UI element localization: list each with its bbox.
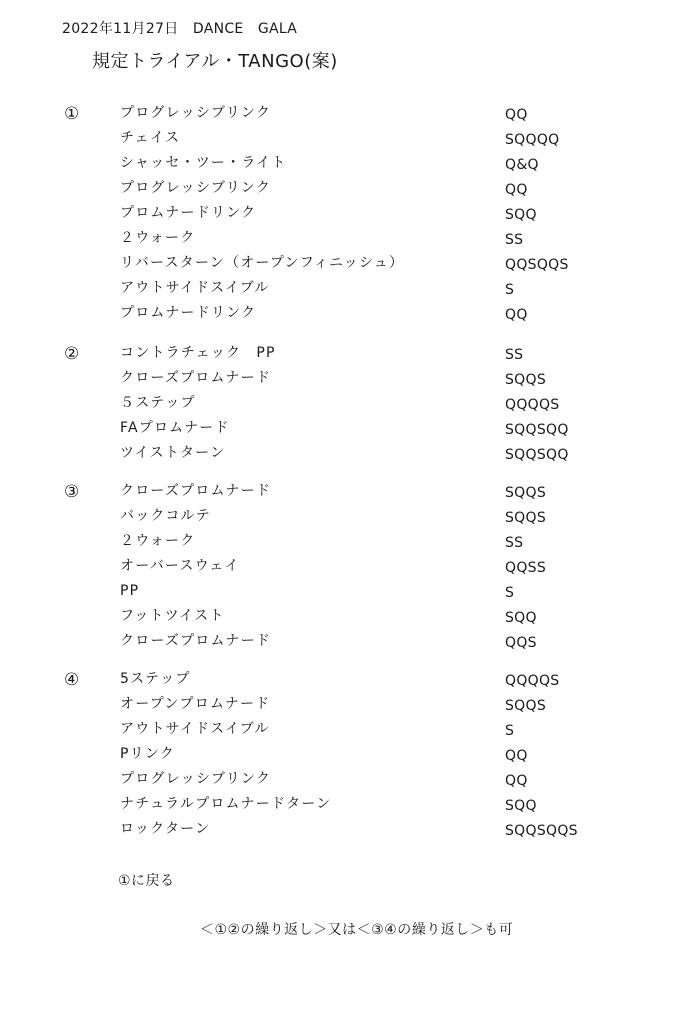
step-rhythm: QQQQS [505, 397, 560, 413]
step-name: オープンプロムナード [120, 696, 271, 712]
step-name: ツイストターン [120, 445, 226, 461]
step-name: アウトサイドスイブル [120, 721, 270, 737]
step-rhythm: SQQSQQ [505, 447, 569, 463]
step-name: 5ステップ [120, 671, 191, 687]
document-title: 規定トライアル・TANGO(案) [92, 51, 338, 72]
step-name: プログレッシブリンク [120, 771, 272, 787]
step-rhythm: SS [505, 232, 524, 248]
step-rhythm: QQ [505, 307, 528, 323]
step-name: コントラチェック PP [120, 345, 276, 361]
step-row [0, 103, 683, 128]
step-row [0, 203, 683, 228]
step-name: バックコルテ [120, 508, 211, 524]
step-row [0, 418, 683, 443]
step-rhythm: QQSQQS [505, 257, 569, 273]
step-name: プロムナードリンク [120, 205, 257, 221]
step-row [0, 128, 683, 153]
step-row [0, 253, 683, 278]
step-rhythm: SQQS [505, 698, 547, 714]
step-rhythm: SQQSQQS [505, 823, 578, 839]
step-rhythm: SQQS [505, 372, 547, 388]
step-rhythm: QQ [505, 748, 528, 764]
step-name: クローズプロムナード [120, 483, 272, 499]
step-row [0, 481, 683, 506]
step-name: ２ウォーク [120, 230, 196, 246]
step-name: クローズプロムナード [120, 370, 272, 386]
step-name: アウトサイドスイブル [120, 280, 270, 296]
step-rhythm: S [505, 585, 515, 601]
step-row [0, 443, 683, 468]
step-name: チェイス [120, 130, 181, 146]
step-name: プロムナードリンク [120, 305, 257, 321]
step-row [0, 744, 683, 769]
step-name: リバースターン（オープンフィニッシュ） [120, 255, 405, 271]
step-row [0, 581, 683, 606]
step-row [0, 694, 683, 719]
section-marker: ③ [64, 482, 80, 502]
section-marker: ④ [64, 670, 80, 690]
step-row [0, 531, 683, 556]
step-rhythm: QQ [505, 773, 528, 789]
step-row [0, 631, 683, 656]
step-row [0, 506, 683, 531]
step-name: プログレッシブリンク [120, 105, 272, 121]
step-rhythm: SS [505, 347, 524, 363]
step-row [0, 794, 683, 819]
step-row [0, 228, 683, 253]
step-row [0, 606, 683, 631]
step-rhythm: SS [505, 535, 524, 551]
step-row [0, 719, 683, 744]
date-event-line: 2022年11月27日 DANCE GALA [62, 21, 298, 37]
step-rhythm: QQ [505, 182, 528, 198]
step-rhythm: SQQQQ [505, 132, 560, 148]
step-name: クローズプロムナード [120, 633, 272, 649]
step-name: ５ステップ [120, 395, 196, 411]
step-rhythm: SQQS [505, 485, 547, 501]
return-note: ①に戻る [118, 873, 175, 889]
step-rhythm: SQQ [505, 610, 537, 626]
step-rhythm: QQS [505, 635, 537, 651]
step-rhythm: SQQ [505, 207, 537, 223]
step-name: Pリンク [120, 746, 175, 762]
step-rhythm: QQSS [505, 560, 547, 576]
step-rhythm: QQ [505, 107, 528, 123]
step-rhythm: SQQ [505, 798, 537, 814]
step-rhythm: Q&Q [505, 157, 539, 173]
section-marker: ① [64, 104, 80, 124]
step-row [0, 393, 683, 418]
step-row [0, 556, 683, 581]
repeat-note: ＜①②の繰り返し＞又は＜③④の繰り返し＞も可 [200, 922, 514, 938]
step-name: PP [120, 583, 140, 599]
step-name: フットツイスト [120, 608, 225, 624]
step-rhythm: S [505, 723, 515, 739]
step-row [0, 303, 683, 328]
step-name: プログレッシブリンク [120, 180, 272, 196]
step-row [0, 343, 683, 368]
step-name: ロックターン [120, 821, 211, 837]
step-rhythm: S [505, 282, 515, 298]
step-name: ２ウォーク [120, 533, 196, 549]
step-rhythm: SQQS [505, 510, 547, 526]
step-name: ナチュラルプロムナードターン [120, 796, 332, 812]
step-row [0, 278, 683, 303]
step-rhythm: QQQQS [505, 673, 560, 689]
step-name: FAプロムナード [120, 420, 230, 436]
section-marker: ② [64, 344, 80, 364]
step-row [0, 178, 683, 203]
step-row [0, 769, 683, 794]
step-row [0, 669, 683, 694]
step-row [0, 819, 683, 844]
step-row [0, 368, 683, 393]
step-name: オーバースウェイ [120, 558, 240, 574]
step-rhythm: SQQSQQ [505, 422, 569, 438]
step-name: シャッセ・ツー・ライト [120, 155, 287, 171]
step-row [0, 153, 683, 178]
